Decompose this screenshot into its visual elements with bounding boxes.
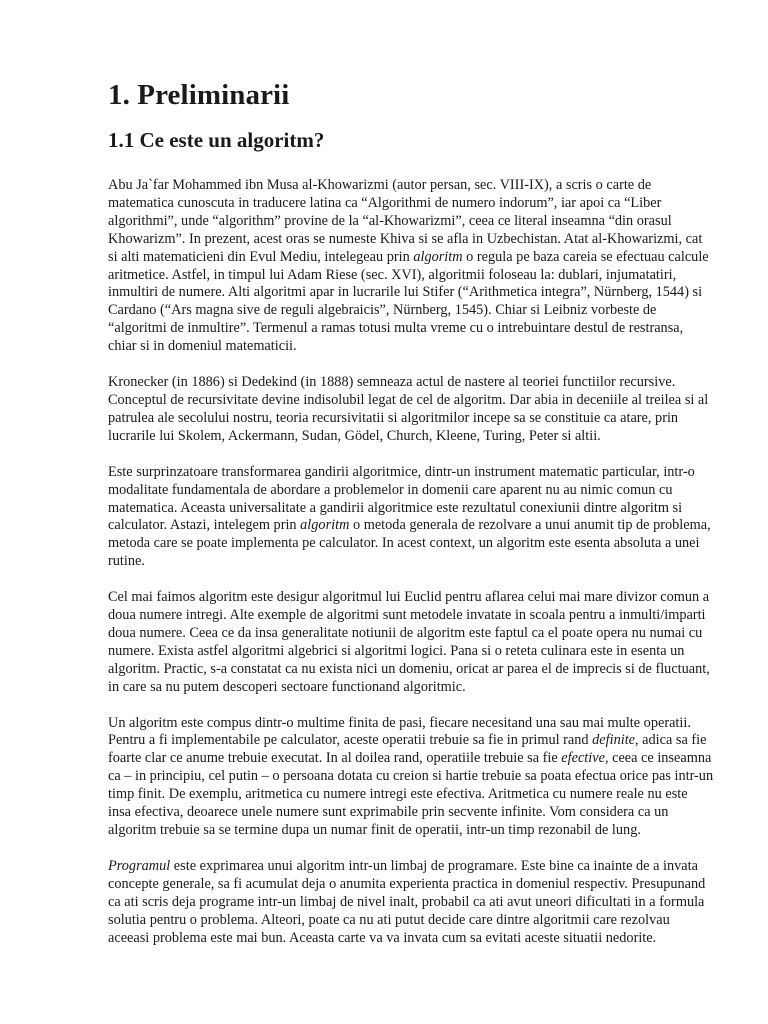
paragraph-6 <box>108 858 714 948</box>
document-page <box>108 78 714 947</box>
paragraph-3-text-b: o metoda generala de rezolvare a unui anumit tip de problema, metoda care se poate implementa pe calculator. In acest context, un algoritm este esenta absoluta a unei rutine. <box>108 517 711 570</box>
paragraph-1 <box>108 177 714 356</box>
paragraph-5-italic-definite: definite <box>592 732 636 749</box>
paragraph-5-text-a: Un algoritm este compus dintr-o multime finita de pasi, fiecare necesitand una sau mai multe operatii. Pentru a fi implementabile pe calculator, aceste operatii trebuie sa fie in primul rand <box>108 714 691 749</box>
paragraph-3-italic: algoritm <box>300 517 350 534</box>
paragraph-1-text-b: o regula pe baza careia se efectuau calcule aritmetice. Astfel, in timpul lui Adam Riese (sec. XVI), algoritmii foloseau la: dublari, injumatatiri, inmultiri de numere. Alti algoritmi apar in lucrarile lui Stifer (“Arithmetica integra”, Nürnberg, 1544) si Cardano (“Ars magna sive de reguli algebraicis”, Nürnberg, 1545). Chiar si Leibniz vorbeste de “algoritmi de inmultire”. Termenul a ramas totusi multa vreme cu o intrebuintare destul de restransa, chiar si in domeniul matematicii. <box>108 248 709 355</box>
paragraph-5-italic-efective: efective <box>561 750 605 767</box>
paragraph-6-text-a: este exprimarea unui algoritm intr-un limbaj de programare. Este bine ca inainte de a invata concepte generale, sa fi acumulat deja o anumita experienta practica in domeniul respectiv. Presupunand ca ati scris deja programe intr-un limbaj de nivel inalt, probabil ca ati avut uneori dificultati in a formula solutia pentru o problema. Alteori, poate ca nu ati putut decide care dintre algoritmii care rezolvau aceeasi problema este mai bun. Aceasta carte va va invata cum sa evitati aceste situatii nedorite. <box>108 857 706 946</box>
paragraph-3-text-a: Este surprinzatoare transformarea gandirii algoritmice, dintr-un instrument matematic particular, intr-o modalitate fundamentala de abordare a problemelor in domenii care aparent nu au nimic comun cu matematica. Aceasta universalitate a gandirii algoritmice este rezultatul conexiunii dintre algoritm si calculator. Astazi, intelegem prin <box>108 463 695 534</box>
paragraph-3 <box>108 464 714 571</box>
paragraph-4: Cel mai faimos algoritm este desigur algoritmul lui Euclid pentru aflarea celui mai mare divizor comun a doua numere intregi. Alte exemple de algoritmi sunt metodele invatate in scoala pentru a inmulti/imparti doua numere. Ceea ce da insa generalitate notiunii de algoritm este faptul ca el poate opera nu numai cu numere. Exista astfel algoritmi algebrici si algoritmi logici. Pana si o reteta culinara este in esenta un algoritm. Practic, s-a constatat ca nu exista nici un domeniu, oricat ar parea el de imprecis si de fluctuant, in care sa nu putem descoperi sectoare functionand algoritmic. <box>108 589 710 695</box>
paragraph-5-text-c: , ceea ce inseamna ca – in principiu, cel putin – o persoana dotata cu creion si hartie trebuie sa poata efectua orice pas intr-un timp finit. De exemplu, aritmetica cu numere intregi este efectiva. Aritmetica cu numere reale nu este insa efectiva, deoarece unele numere sunt exprimabile prin secvente infinite. Vom considera ca un algoritm trebuie sa se termine dupa un numar finit de operatii, intr-un timp rezonabil de lung. <box>108 750 714 838</box>
paragraph-5-text-b: , adica sa fie foarte clar ce anume trebuie executat. In al doilea rand, operatiile trebuie sa fie <box>108 732 707 767</box>
paragraph-5 <box>108 715 714 840</box>
paragraph-1-italic: algoritm <box>413 248 463 265</box>
paragraph-1-text-a: Abu Ja`far Mohammed ibn Musa al-Khowarizmi (autor persan, sec. VIII-IX), a scris o carte de matematica cunoscuta in traducere latina ca “Algorithmi de numero indorum”, iar apoi ca “Liber algorithmi”, unde “algorithm” provine de la “al-Khowarizmi”, ceea ce literal inseamna “din orasul Khowarizm”. In prezent, acest oras se numeste Khiva si se afla in Uzbechistan. Atat al-Khowarizmi, cat si alti matematicieni din Evul Mediu, intelegeau prin <box>108 177 703 265</box>
paragraph-2: Kronecker (in 1886) si Dedekind (in 1888) semneaza actul de nastere al teoriei functiilor recursive. Conceptul de recursivitate devine indisolubil legat de cel de algoritm. Dar abia in deceniile al treilea si al patrulea ale secolului nostru, teoria recursivitatii si algoritmilor incepe sa se constituie ca atare, prin lucrarile lui Skolem, Ackermann, Sudan, Gödel, Church, Kleene, Turing, Peter si altii. <box>108 374 709 444</box>
paragraph-6-italic: Programul <box>108 857 171 874</box>
body-text <box>108 177 714 947</box>
chapter-title: 1. Preliminarii <box>108 79 290 111</box>
section-title: 1.1 Ce este un algoritm? <box>108 128 325 152</box>
